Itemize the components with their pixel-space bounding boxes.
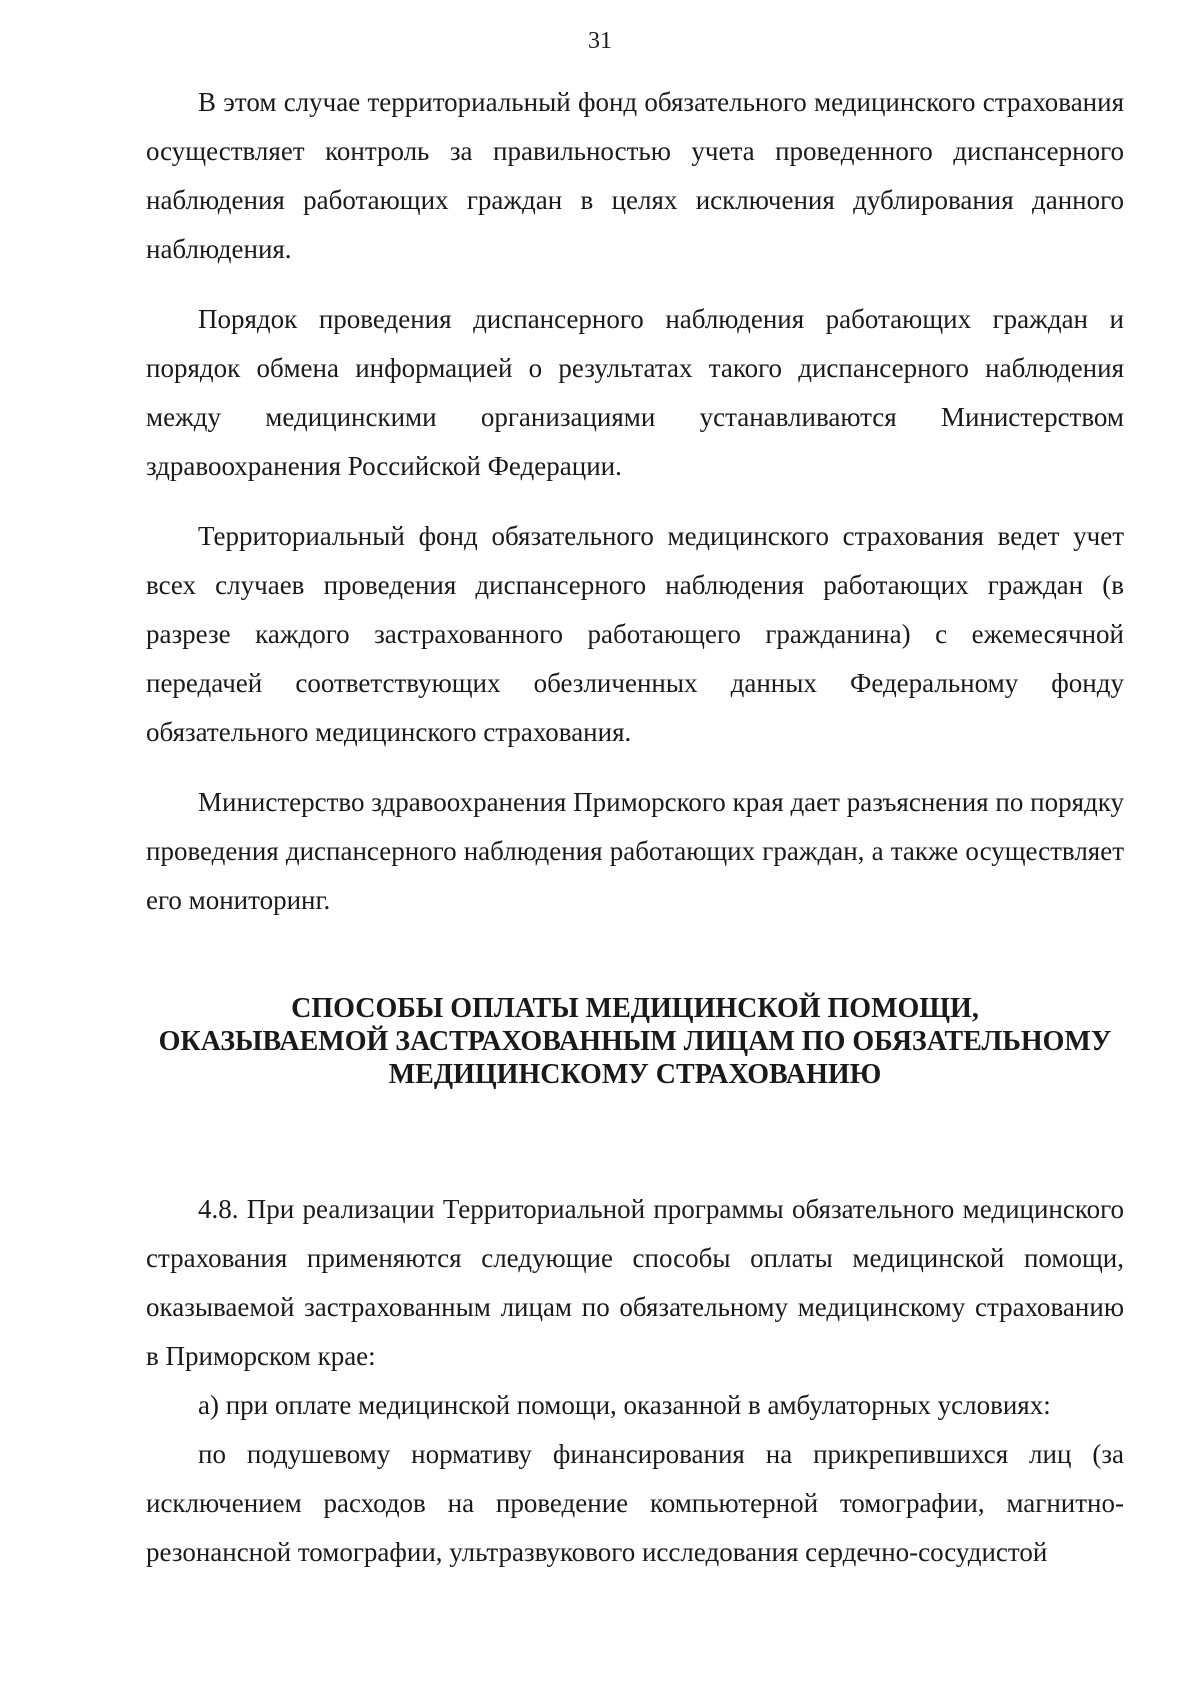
paragraph-per-capita: по подушевому нормативу финансирования на прикрепившихся лиц (за исключением расходов на проведение компьютерной томографии, магнитно-резонансной томографии, ультразвукового исследования сердечно-сосудистой: [146, 1439, 1124, 1567]
paragraph-4-8: 4.8. При реализации Территориальной программы обязательного медицинского страхования применяются следующие способы оплаты медицинской помощи, оказываемой застрахованным лицам по обязательному медицинскому страхованию в Приморском крае:: [146, 1194, 1124, 1371]
page-number: 31: [588, 28, 612, 54]
paragraph-fund-control: В этом случае территориальный фонд обязательного медицинского страхования осуществляет контроль за правильностью учета проведенного диспансерного наблюдения работающих граждан в целях исключения дублирования данного наблюдения.: [146, 87, 1124, 264]
paragraph-ministry-clarifications: Министерство здравоохранения Приморского края дает разъяснения по порядку проведения диспансерного наблюдения работающих граждан, а также осуществляет его мониторинг.: [146, 787, 1124, 915]
section-heading-line-2: ОКАЗЫВАЕМОЙ ЗАСТРАХОВАННЫМ ЛИЦАМ ПО ОБЯЗАТЕЛЬНОМУ: [158, 1026, 1112, 1057]
paragraph-observation-order: Порядок проведения диспансерного наблюдения работающих граждан и порядок обмена информацией о результатах такого диспансерного наблюдения между медицинскими организациями устанавливаются Министерством здравоохранения Российской Федерации.: [146, 304, 1124, 481]
section-heading-line-3: МЕДИЦИНСКОМУ СТРАХОВАНИЮ: [388, 1059, 882, 1090]
section-heading-line-1: СПОСОБЫ ОПЛАТЫ МЕДИЦИНСКОЙ ПОМОЩИ,: [291, 993, 979, 1024]
paragraph-item-a: а) при оплате медицинской помощи, оказанной в амбулаторных условиях:: [198, 1390, 1051, 1420]
document-body: [146, 78, 1124, 1577]
paragraph-fund-accounting: Территориальный фонд обязательного медицинского страхования ведет учет всех случаев проведения диспансерного наблюдения работающих граждан (в разрезе каждого застрахованного работающего гражданина) с ежемесячной передачей соответствующих обезличенных данных Федеральному фонду обязательного медицинского страхования.: [146, 521, 1124, 747]
section-heading: [146, 992, 1124, 1091]
